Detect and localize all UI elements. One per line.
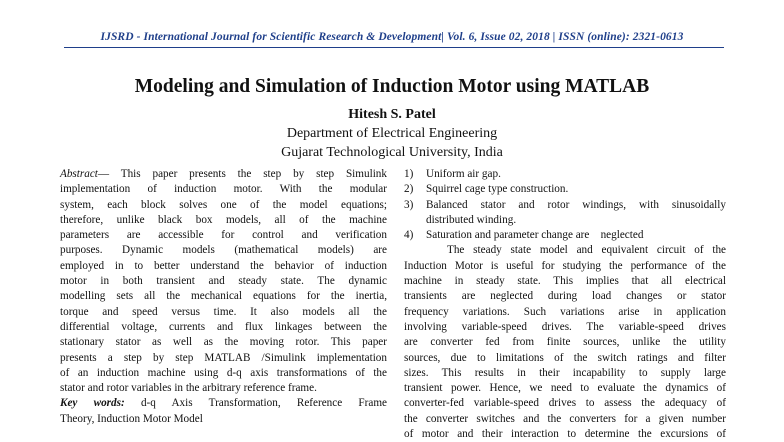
abstract-line: purposes. Dynamic models (mathematical models) are (60, 244, 387, 257)
item-text: Uniform air gap. (426, 168, 501, 180)
body-line: sizes. This results in their incapability to supply large (404, 366, 726, 379)
keywords-label: Key words: (60, 397, 125, 410)
abstract-line: parameters are accessible for control and verification (60, 229, 387, 242)
abstract-line: employed in to better understand the behavior of induction (60, 259, 387, 272)
assumption-item (404, 182, 726, 197)
item-text: Balanced stator and rotor windings, with sinusoidally (426, 198, 726, 211)
body-line: the converter switches and the converters for a given number (404, 412, 726, 425)
author-name: Hitesh S. Patel (348, 107, 436, 122)
header-rule (64, 47, 724, 48)
abstract-line: motor in both transient and steady state. The dynamic (60, 275, 387, 288)
journal-header: IJSRD - International Journal for Scientific Research & Development| Vol. 6, Issue 02, 2018 | ISSN (online): 2321-0613 (100, 31, 684, 43)
abstract-line: implementation of induction motor. With the modular (60, 183, 387, 196)
body-line: involving variable-speed drives. The variable-speed drives (404, 320, 726, 333)
item-number: 2) (404, 183, 414, 196)
item-text: Squirrel cage type construction. (426, 183, 569, 196)
item-number: 1) (404, 168, 414, 180)
item-number: 4) (404, 229, 414, 242)
abstract-line: of an induction machine using d-q axis transformations of the (60, 366, 387, 379)
abstract-line: modelling sets all the mechanical equations for the inertia, (60, 290, 387, 303)
abstract-line (60, 167, 387, 182)
abstract-line: system, each block solves one of the model equations; (60, 198, 387, 211)
body-line: transients are neglected during load changes or stator (404, 290, 726, 303)
item-continuation: distributed winding. (426, 213, 517, 226)
body-line: of motor and their interaction to determine the excursions of (404, 428, 726, 441)
abstract-label: Abstract (60, 168, 98, 180)
keywords-text: d-q Axis Transformation, Reference Frame (124, 397, 387, 410)
body-line: machine in steady state. This implies that all electrical (404, 275, 726, 288)
item-number: 3) (404, 198, 414, 211)
abstract-line: presents a step by step MATLAB /Simulink implementation (60, 351, 387, 364)
body-line: transient power. Hence, we need to evaluate the dynamics of (404, 382, 726, 395)
abstract-line: differential voltage, currents and flux linkages between the (60, 320, 387, 333)
assumption-item (404, 198, 726, 213)
body-line: sources, due to limitations of the switch ratings and filter (404, 351, 726, 364)
paper-title: Modeling and Simulation of Induction Motor using MATLAB (134, 76, 650, 97)
university: Gujarat Technological University, India (281, 145, 503, 160)
body-line: are converter fed from finite sources, unlike the utility (404, 336, 726, 349)
abstract-line: stator and rotor variables in the arbitrary reference frame. (60, 382, 317, 395)
keywords-line-2: Theory, Induction Motor Model (60, 412, 203, 425)
left-column (60, 167, 387, 427)
department: Department of Electrical Engineering (286, 126, 498, 141)
assumption-item (404, 167, 726, 182)
body-line: frequency variations. Such variations arise in application (404, 305, 726, 318)
body-line: The steady state model and equivalent circuit of the (447, 244, 726, 257)
body-line: converter-fed variable-speed drives to assess the adequacy of (404, 397, 726, 410)
keywords-line (60, 396, 387, 411)
abstract-line: torque and speed versus time. It also models all the (60, 305, 387, 318)
abstract-first-text: — This paper presents the step by step Simulink (97, 168, 387, 180)
right-column (404, 167, 726, 442)
abstract-line: stationary stator as well as the moving rotor. This paper (60, 336, 387, 349)
assumption-item (404, 228, 726, 243)
item-text: Saturation and parameter change are neglected (426, 229, 644, 242)
body-line: Induction Motor is useful for studying the performance of the (404, 259, 726, 272)
abstract-line: therefore, unlike black box models, all of the machine (60, 213, 387, 226)
